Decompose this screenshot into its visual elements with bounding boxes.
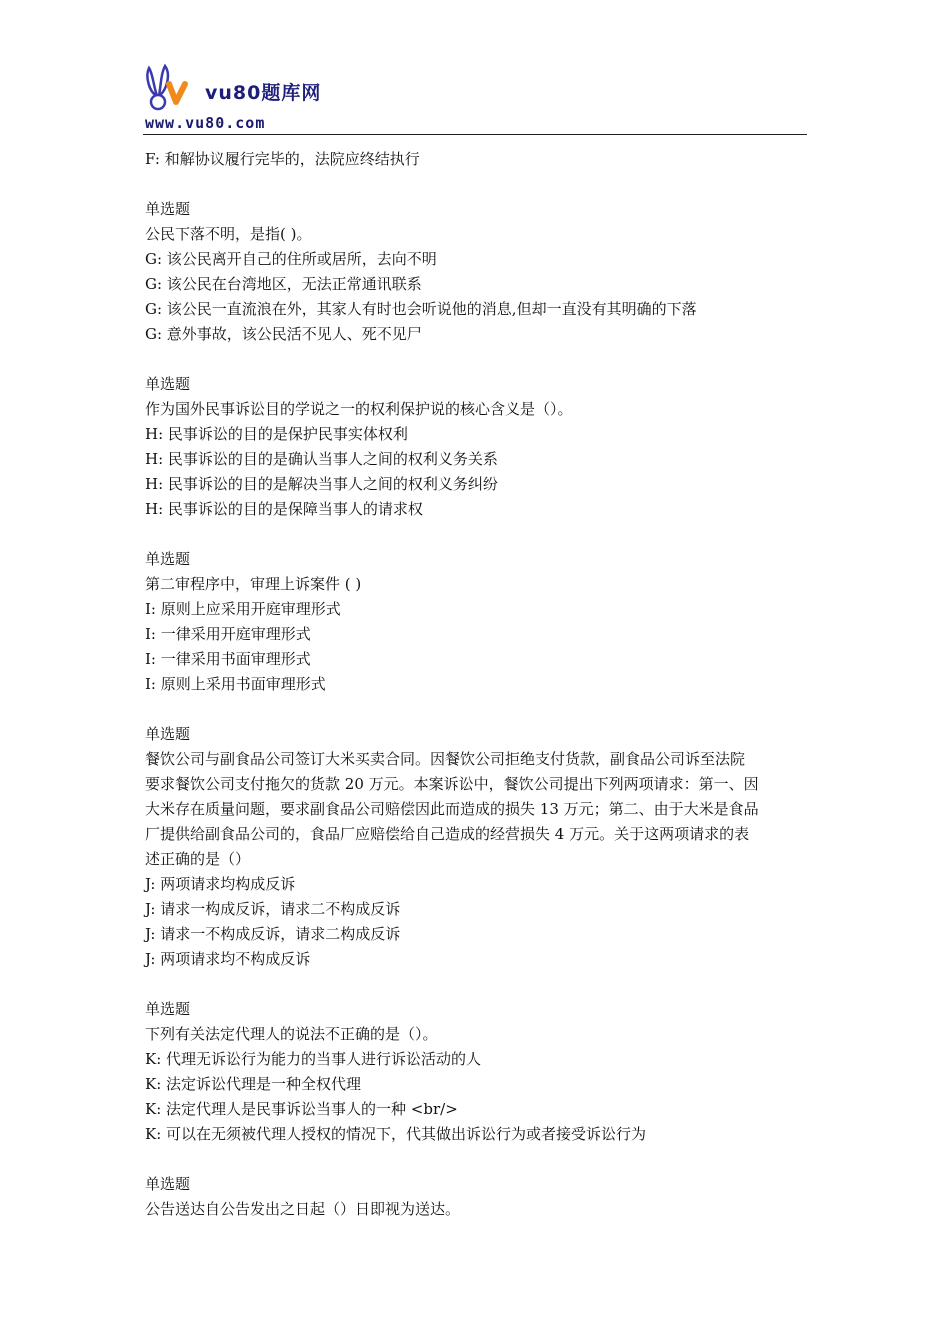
option-item: J: 请求一不构成反诉，请求二构成反诉	[145, 925, 401, 943]
question-type: 单选题	[145, 550, 191, 568]
spacer	[145, 347, 807, 372]
header-divider	[143, 134, 807, 135]
question-type: 单选题	[145, 1175, 191, 1193]
option-item: H: 民事诉讼的目的是保护民事实体权利	[145, 425, 408, 443]
option-item: K: 可以在无须被代理人授权的情况下，代其做出诉讼行为或者接受诉讼行为	[145, 1125, 647, 1143]
spacer	[145, 697, 807, 722]
page-header	[143, 60, 807, 136]
question-type: 单选题	[145, 375, 191, 393]
logo-url[interactable]: www.vu80.com	[145, 114, 266, 132]
option-item: I: 一律采用书面审理形式	[145, 650, 311, 668]
option-item: J: 两项请求均构成反诉	[145, 875, 296, 893]
question-type: 单选题	[145, 725, 191, 743]
option-item: J: 请求一构成反诉，请求二不构成反诉	[145, 900, 401, 918]
option-item: K: 代理无诉讼行为能力的当事人进行诉讼活动的人	[145, 1050, 482, 1068]
spacer	[145, 972, 807, 997]
question-block	[145, 722, 807, 972]
option-item: G: 意外事故，该公民活不见人、死不见尸	[145, 325, 422, 343]
document-body	[145, 147, 807, 1222]
spacer	[145, 522, 807, 547]
question-stem-line: 要求餐饮公司支付拖欠的货款 20 万元。本案诉讼中，餐饮公司提出下列两项请求：第一、因	[145, 775, 759, 793]
option-item: H: 民事诉讼的目的是解决当事人之间的权利义务纠纷	[145, 475, 498, 493]
option-item: H: 民事诉讼的目的是保障当事人的请求权	[145, 500, 423, 518]
question-stem-line: 大米存在质量问题，要求副食品公司赔偿因此而造成的损失 13 万元；第二、由于大米是食品	[145, 800, 759, 818]
option-item: H: 民事诉讼的目的是确认当事人之间的权利义务关系	[145, 450, 498, 468]
option-item: G: 该公民在台湾地区，无法正常通讯联系	[145, 275, 422, 293]
question-stem: 作为国外民事诉讼目的学说之一的权利保护说的核心含义是（）。	[145, 400, 573, 418]
question-stem-line: 厂提供给副食品公司的，食品厂应赔偿给自己造成的经营损失 4 万元。关于这两项请求的表	[145, 825, 750, 843]
question-stem-line: 餐饮公司与副食品公司签订大米买卖合同。因餐饮公司拒绝支付货款，副食品公司诉至法院	[145, 750, 746, 768]
option-item: I: 原则上应采用开庭审理形式	[145, 600, 341, 618]
question-type: 单选题	[145, 200, 191, 218]
question-block	[145, 547, 807, 697]
question-type: 单选题	[145, 1000, 191, 1018]
option-item: K: 法定诉讼代理是一种全权代理	[145, 1075, 362, 1093]
question-block	[145, 997, 807, 1147]
logo-title: vu80题库网	[205, 82, 322, 104]
question-stem: 第二审程序中，审理上诉案件 ( )	[145, 575, 362, 593]
option-item: I: 原则上采用书面审理形式	[145, 675, 326, 693]
spacer	[145, 1147, 807, 1172]
question-stem: 下列有关法定代理人的说法不正确的是（）。	[145, 1025, 438, 1043]
site-logo[interactable]	[143, 62, 333, 132]
question-stem-line: 述正确的是（）	[145, 850, 251, 868]
question-block	[145, 372, 807, 522]
option-item: I: 一律采用开庭审理形式	[145, 625, 311, 643]
question-stem: 公民下落不明，是指( )。	[145, 225, 312, 243]
intro-line: F: 和解协议履行完毕的，法院应终结执行	[145, 150, 420, 168]
question-stem: 公告送达自公告发出之日起（）日即视为送达。	[145, 1200, 461, 1218]
spacer	[145, 172, 807, 197]
option-item: K: 法定代理人是民事诉讼当事人的一种 <br/>	[145, 1100, 458, 1118]
bunny-logo-icon	[143, 62, 205, 112]
question-block	[145, 197, 807, 347]
option-item: G: 该公民离开自己的住所或居所，去向不明	[145, 250, 437, 268]
option-item: J: 两项请求均不构成反诉	[145, 950, 311, 968]
option-item: G: 该公民一直流浪在外，其家人有时也会听说他的消息,但却一直没有其明确的下落	[145, 300, 697, 318]
question-block	[145, 1172, 807, 1222]
